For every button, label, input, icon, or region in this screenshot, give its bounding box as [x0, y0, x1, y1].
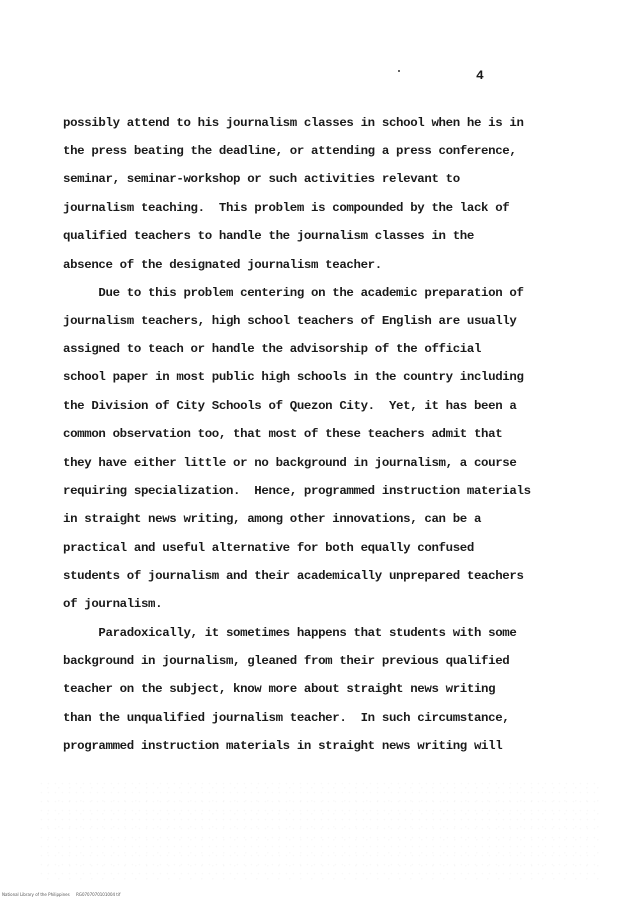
- text-line: the Division of City Schools of Quezon City. Yet, it has been a: [63, 399, 517, 413]
- text-line: practical and useful alternative for both equally confused: [63, 541, 474, 555]
- scan-noise: [40, 780, 600, 880]
- text-line: seminar, seminar-workshop or such activities relevant to: [63, 172, 460, 186]
- text-line: students of journalism and their academically unprepared teachers: [63, 569, 524, 583]
- text-line: school paper in most public high schools in the country including: [63, 370, 524, 384]
- text-line: possibly attend to his journalism classes in school when he is in: [63, 116, 524, 130]
- text-line: journalism teaching. This problem is compounded by the lack of: [63, 201, 510, 215]
- text-line: than the unqualified journalism teacher. In such circumstance,: [63, 711, 510, 725]
- text-line: background in journalism, gleaned from their previous qualified: [63, 654, 510, 668]
- text-line: requiring specialization. Hence, programmed instruction materials: [63, 484, 531, 498]
- page-number: 4: [476, 68, 484, 83]
- text-line: qualified teachers to handle the journalism classes in the: [63, 229, 474, 243]
- text-line: of journalism.: [63, 597, 163, 611]
- text-line: programmed instruction materials in straight news writing will: [63, 739, 503, 753]
- text-line: Due to this problem centering on the academic preparation of: [63, 286, 524, 300]
- scan-speck: [398, 70, 400, 72]
- text-line: in straight news writing, among other innovations, can be a: [63, 512, 482, 526]
- scan-footer: National Library of the Philippines RG0707070101004 tif: [2, 892, 121, 897]
- text-line: journalism teachers, high school teachers of English are usually: [63, 314, 517, 328]
- text-line: they have either little or no background in journalism, a course: [63, 456, 517, 470]
- text-line: the press beating the deadline, or attending a press conference,: [63, 144, 517, 158]
- text-line: assigned to teach or handle the advisorship of the official: [63, 342, 482, 356]
- text-line: Paradoxically, it sometimes happens that students with some: [63, 626, 517, 640]
- text-line: absence of the designated journalism teacher.: [63, 258, 382, 272]
- text-line: teacher on the subject, know more about straight news writing: [63, 682, 496, 696]
- text-line: common observation too, that most of these teachers admit that: [63, 427, 503, 441]
